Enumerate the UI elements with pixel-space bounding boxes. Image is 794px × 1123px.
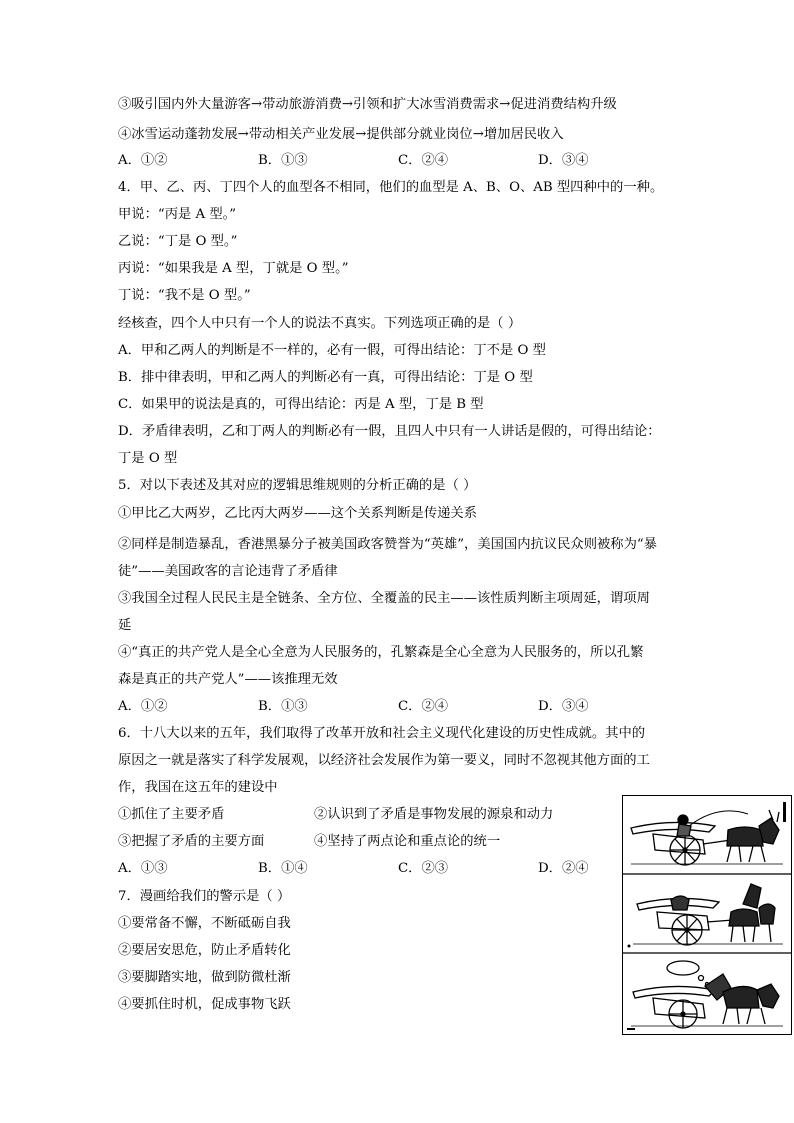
q4-option-c[interactable]: C．如果甲的说法是真的，可得出结论：丙是 A 型，丁是 B 型 [118, 397, 484, 412]
q6-stem-line-3: 作，我国在这五年的建设中 [118, 780, 278, 795]
cartoon-panel-3 [631, 961, 783, 1028]
q5-option-c[interactable]: C．②④ [398, 699, 449, 714]
q6-options [118, 860, 618, 878]
q5-stem: 5．对以下表述及其对应的逻辑思维规则的分析正确的是（ ） [118, 478, 477, 493]
q7-statement-4: ④要抓住时机，促成事物飞跃 [118, 997, 291, 1012]
q4-option-b[interactable]: B．排中律表明，甲和乙两人的判断必有一真，可得出结论：丁是 O 型 [118, 370, 533, 385]
q4-option-d[interactable]: D．矛盾律表明，乙和丁两人的判断必有一假，且四人中只有一人讲话是假的，可得出结论： [118, 424, 661, 439]
q5-statement-3: ③我国全过程人民民主是全链条、全方位、全覆盖的民主——该性质判断主项周延，谓项周 [118, 591, 650, 606]
q6-stem-line-1: 6．十八大以来的五年，我们取得了改革开放和社会主义现代化建设的历史性成就。其中的 [118, 726, 646, 741]
q5-statement-3-cont: 延 [118, 618, 132, 633]
q4-statement-ding: 丁说：“我不是 O 型。” [118, 288, 251, 303]
q6-option-d[interactable]: D．②④ [538, 861, 589, 876]
q4-statement-jia: 甲说：“丙是 A 型。” [118, 207, 237, 222]
q5-statement-2-cont: 徒”——美国政客的言论违背了矛盾律 [118, 564, 338, 579]
q5-option-d[interactable]: D．③④ [538, 699, 589, 714]
q6-option-a[interactable]: A．①③ [118, 861, 168, 876]
q6-item-3: ③把握了矛盾的主要方面 [118, 834, 265, 849]
q4-option-a[interactable]: A．甲和乙两人的判断是不一样的，必有一假，可得出结论：丁不是 O 型 [118, 343, 546, 358]
donkey-cart-cartoon-icon [622, 795, 792, 1035]
q3-statement-3: ③吸引国内外大量游客→带动旅游消费→引领和扩大冰雪消费需求→促进消费结构升级 [118, 97, 617, 112]
q6-option-b[interactable]: B．①④ [258, 861, 308, 876]
q6-item-2: ②认识到了矛盾是事物发展的源泉和动力 [314, 807, 554, 822]
cartoon-panel-1 [631, 810, 783, 865]
q6-stem-line-2: 原因之一就是落实了科学发展观，以经济社会发展作为第一要义，同时不忽视其他方面的工 [118, 753, 650, 768]
q4-statement-yi: 乙说：“丁是 O 型。” [118, 234, 238, 249]
q5-statement-1: ①甲比乙大两岁，乙比丙大两岁——这个关系判断是传递关系 [118, 506, 478, 521]
q3-option-a[interactable]: A．①② [118, 153, 168, 168]
q6-item-4: ④坚持了两点论和重点论的统一 [314, 834, 501, 849]
q5-statement-4: ④“真正的共产党人是全心全意为人民服务的，孔繁森是全心全意为人民服务的，所以孔繁 [118, 645, 644, 660]
q3-options [118, 152, 618, 170]
q4-statement-bing: 丙说：“如果我是 A 型，丁就是 O 型。” [118, 261, 349, 276]
q4-stem: 4．甲、乙、丙、丁四个人的血型各不相同，他们的血型是 A、B、O、AB 型四种中的一种。 [118, 180, 664, 195]
q5-statement-2: ②同样是制造暴乱，香港黑暴分子被美国政客赞誉为“英雄”，美国国内抗议民众则被称为“暴 [118, 537, 657, 552]
q5-statement-4-cont: 森是真正的共产党人”——该推理无效 [118, 672, 338, 687]
q7-statement-3: ③要脚踏实地，做到防微杜渐 [118, 970, 291, 985]
q7-statement-2: ②要居安思危，防止矛盾转化 [118, 943, 291, 958]
q6-option-c[interactable]: C．②③ [398, 861, 449, 876]
panel-mark [783, 802, 786, 822]
q7-stem: 7．漫画给我们的警示是（ ） [118, 889, 291, 904]
q5-options [118, 698, 618, 716]
q6-item-1: ①抓住了主要矛盾 [118, 807, 225, 822]
q3-option-d[interactable]: D．③④ [538, 153, 589, 168]
q4-question: 经核查，四个人中只有一个人的说法不真实。下列选项正确的是（ ） [118, 316, 522, 331]
q5-option-b[interactable]: B．①③ [258, 699, 308, 714]
q7-statement-1: ①要常备不懈，不断砥砺自我 [118, 916, 291, 931]
q3-statement-4: ④冰雪运动蓬勃发展→带动相关产业发展→提供部分就业岗位→增加居民收入 [118, 127, 564, 142]
q6-items-row-2 [118, 833, 618, 851]
q5-option-a[interactable]: A．①② [118, 699, 168, 714]
q3-option-c[interactable]: C．②④ [398, 153, 449, 168]
q6-items-row-1 [118, 806, 618, 824]
cartoon-panel-2 [633, 884, 783, 945]
q4-option-d-cont: 丁是 O 型 [118, 451, 178, 466]
q3-option-b[interactable]: B．①③ [258, 153, 308, 168]
